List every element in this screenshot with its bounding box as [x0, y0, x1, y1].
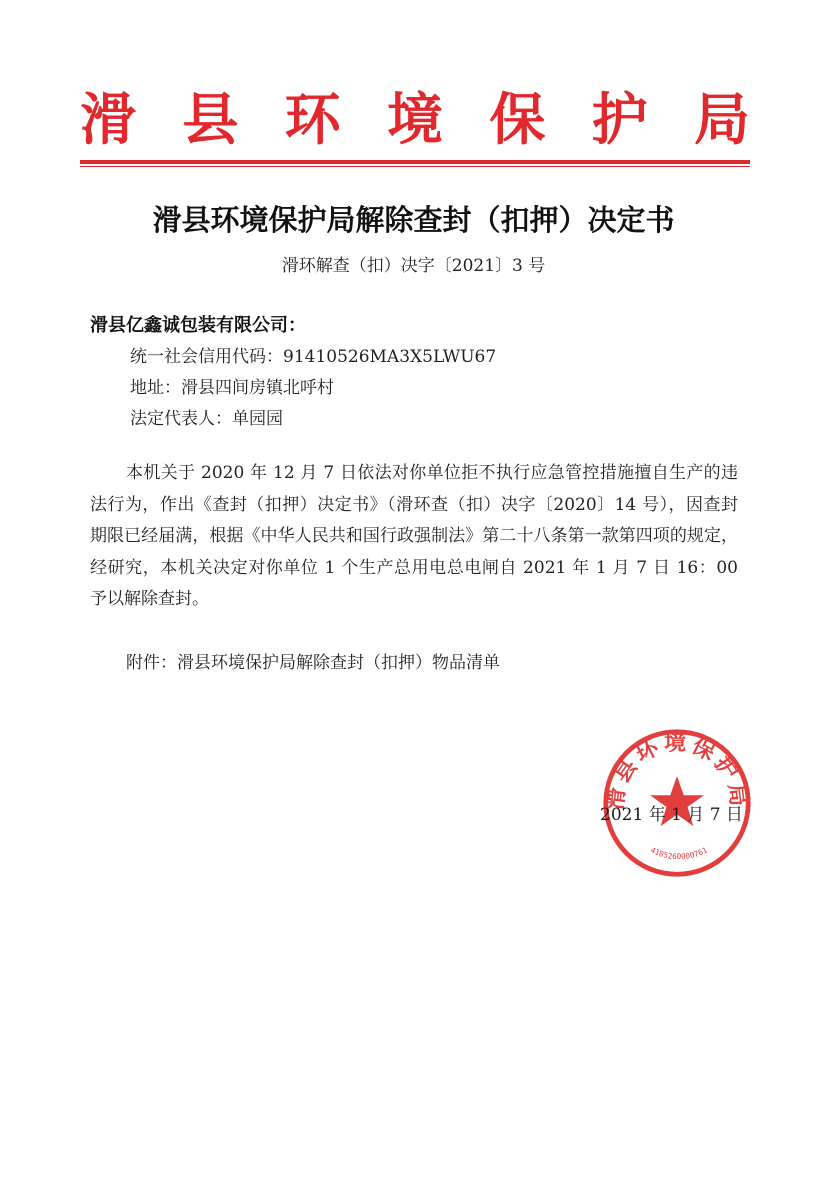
letterhead-char: 滑 — [80, 87, 136, 153]
letterhead-char: 县 — [182, 87, 239, 153]
seal-number-text: 4105260000761 — [649, 845, 709, 862]
addressee: 滑县亿鑫诚包装有限公司： — [90, 315, 306, 336]
letterhead-char: 环 — [284, 87, 341, 153]
legal-representative-line: 法定代表人：单园园 — [130, 409, 283, 429]
address-line: 地址：滑县四间房镇北呼村 — [130, 378, 334, 398]
letterhead-char: 境 — [386, 87, 443, 153]
letterhead-rule-thick — [80, 160, 750, 164]
letterhead-rule-thin — [80, 166, 750, 167]
letterhead — [80, 88, 750, 152]
document-number: 滑环解查（扣）决字〔2021〕3 号 — [281, 256, 546, 276]
letterhead-char: 保 — [489, 87, 546, 153]
decision-body: 本机关于 2020 年 12 月 7 日依法对你单位拒不执行应急管控措施擅自生产的违法行为，作出《查封（扣押）决定书》（滑环查（扣）决字〔2020〕14 号），因查封期限已经届满，根据《中华人民共和国行政强制法》第二十八条第一款第四项的规定，经研究，本机关决定对你单位 1 个生产总用电总电闸自 2021 年 1 月 7 日 16：00 予以解除查封。 — [90, 463, 738, 609]
credit-code-line: 统一社会信用代码：91410526MA3X5LWU67 — [130, 347, 497, 367]
letterhead-char: 局 — [693, 87, 750, 153]
attachment-line: 附件：滑县环境保护局解除查封（扣押）物品清单 — [126, 653, 500, 673]
seal-name-text: 滑县环境保护局 — [602, 730, 752, 812]
letterhead-char: 护 — [591, 87, 648, 153]
document-title: 滑县环境保护局解除查封（扣押）决定书 — [152, 203, 675, 237]
signature-date: 2021 年 1 月 7 日 — [600, 805, 743, 825]
